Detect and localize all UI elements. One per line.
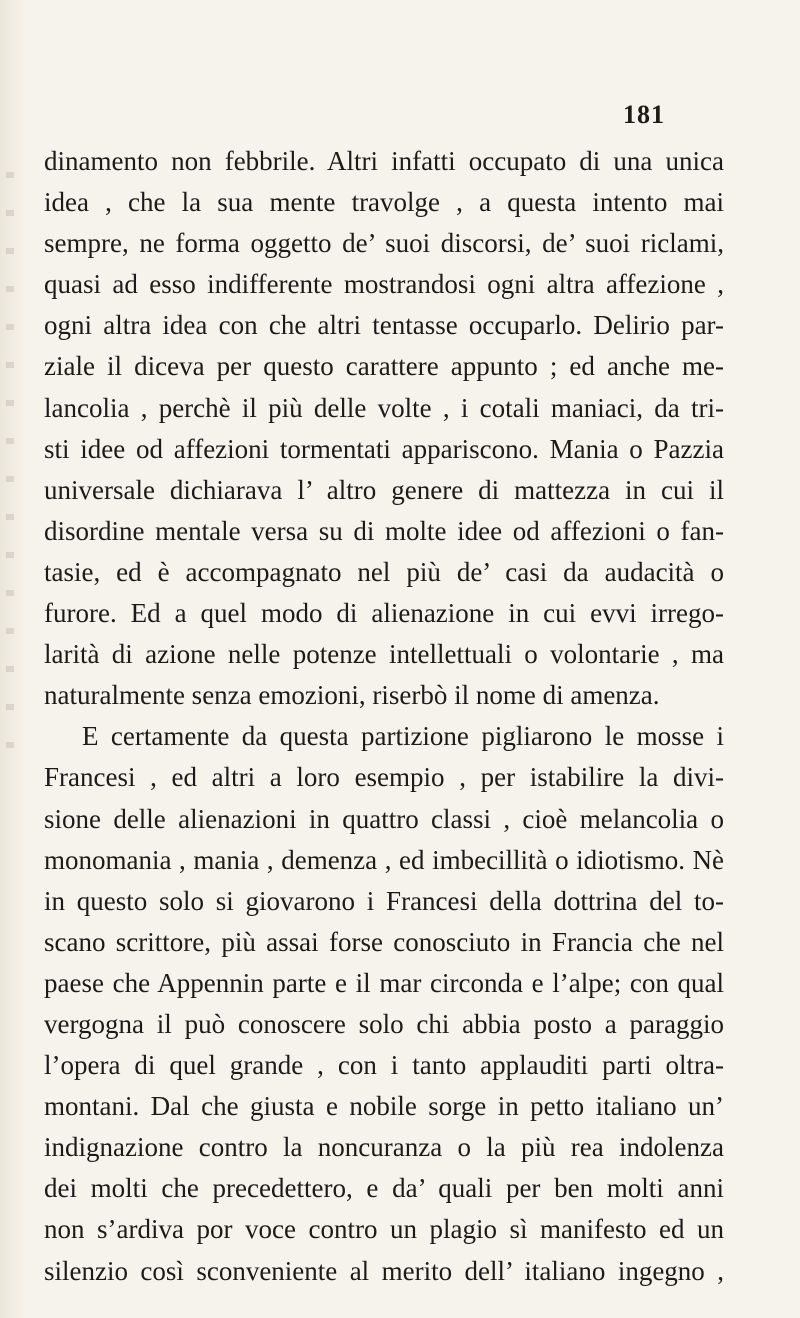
text-line: ziale il diceva per questo carattere appunto ; ed anche me- (44, 351, 724, 382)
text-line: larità di azione nelle potenze intellettuali o volontarie , ma (44, 639, 724, 670)
text-line: dei molti che precedettero, e da’ quali per ben molti anni (44, 1173, 724, 1204)
text-line: non s’ardiva por voce contro un plagio sì manifesto ed un (44, 1214, 724, 1245)
text-line: sti idee od affezioni tormentati appariscono. Mania o Pazzia (44, 433, 724, 464)
text-line: quasi ad esso indifferente mostrandosi ogni altra affezione , (44, 269, 724, 300)
text-line: tasie, ed è accompagnato nel più de’ casi da audacità o (44, 556, 724, 587)
text-line: sempre, ne forma oggetto de’ suoi discorsi, de’ suoi riclami, (44, 228, 724, 259)
text-line: vergogna il può conoscere solo chi abbia posto a paraggio (44, 1008, 724, 1039)
text-line: in questo solo si giovarono i Francesi della dottrina del to- (44, 885, 724, 916)
text-line: idea , che la sua mente travolge , a questa intento mai (44, 187, 724, 218)
text-line: disordine mentale versa su di molte idee od affezioni o fan- (44, 515, 724, 546)
text-line: silenzio così sconveniente al merito dell’ italiano ingegno , (44, 1255, 724, 1286)
text-line: ogni altra idea con che altri tentasse occuparlo. Delirio par- (44, 310, 724, 341)
text-line: naturalmente senza emozioni, riserbò il nome di amenza. (44, 680, 660, 711)
text-line: Francesi , ed altri a loro esempio , per istabilire la divi- (44, 762, 724, 793)
text-line: dinamento non febbrile. Altri infatti occupato di una unica (44, 146, 724, 176)
text-line: montani. Dal che giusta e nobile sorge in petto italiano un’ (44, 1091, 724, 1122)
text-line: l’opera di quel grande , con i tanto applauditi parti oltra- (44, 1050, 724, 1081)
text-line: monomania , mania , demenza , ed imbecillità o idiotismo. Nè (44, 844, 724, 875)
text-line: universale dichiarava l’ altro genere di mattezza in cui il (44, 474, 724, 505)
text-line: indignazione contro la noncuranza o la più rea indolenza (44, 1132, 724, 1163)
text-line: paese che Appennin parte e il mar circonda e l’alpe; con qual (44, 967, 724, 998)
page-edge-shadow (6, 140, 14, 780)
text-line: scano scrittore, più assai forse conosciuto in Francia che nel (44, 926, 724, 957)
text-line: furore. Ed a quel modo di alienazione in cui evvi irrego- (44, 598, 724, 629)
body-text (44, 141, 724, 1292)
page-number: 181 (623, 100, 665, 129)
text-line: lancolia , perchè il più delle volte , i cotali maniaci, da tri- (44, 392, 724, 423)
text-line: sione delle alienazioni in quattro classi , cioè melancolia o (44, 803, 724, 834)
text-line: E certamente da questa partizione pigliarono le mosse i (82, 721, 724, 752)
